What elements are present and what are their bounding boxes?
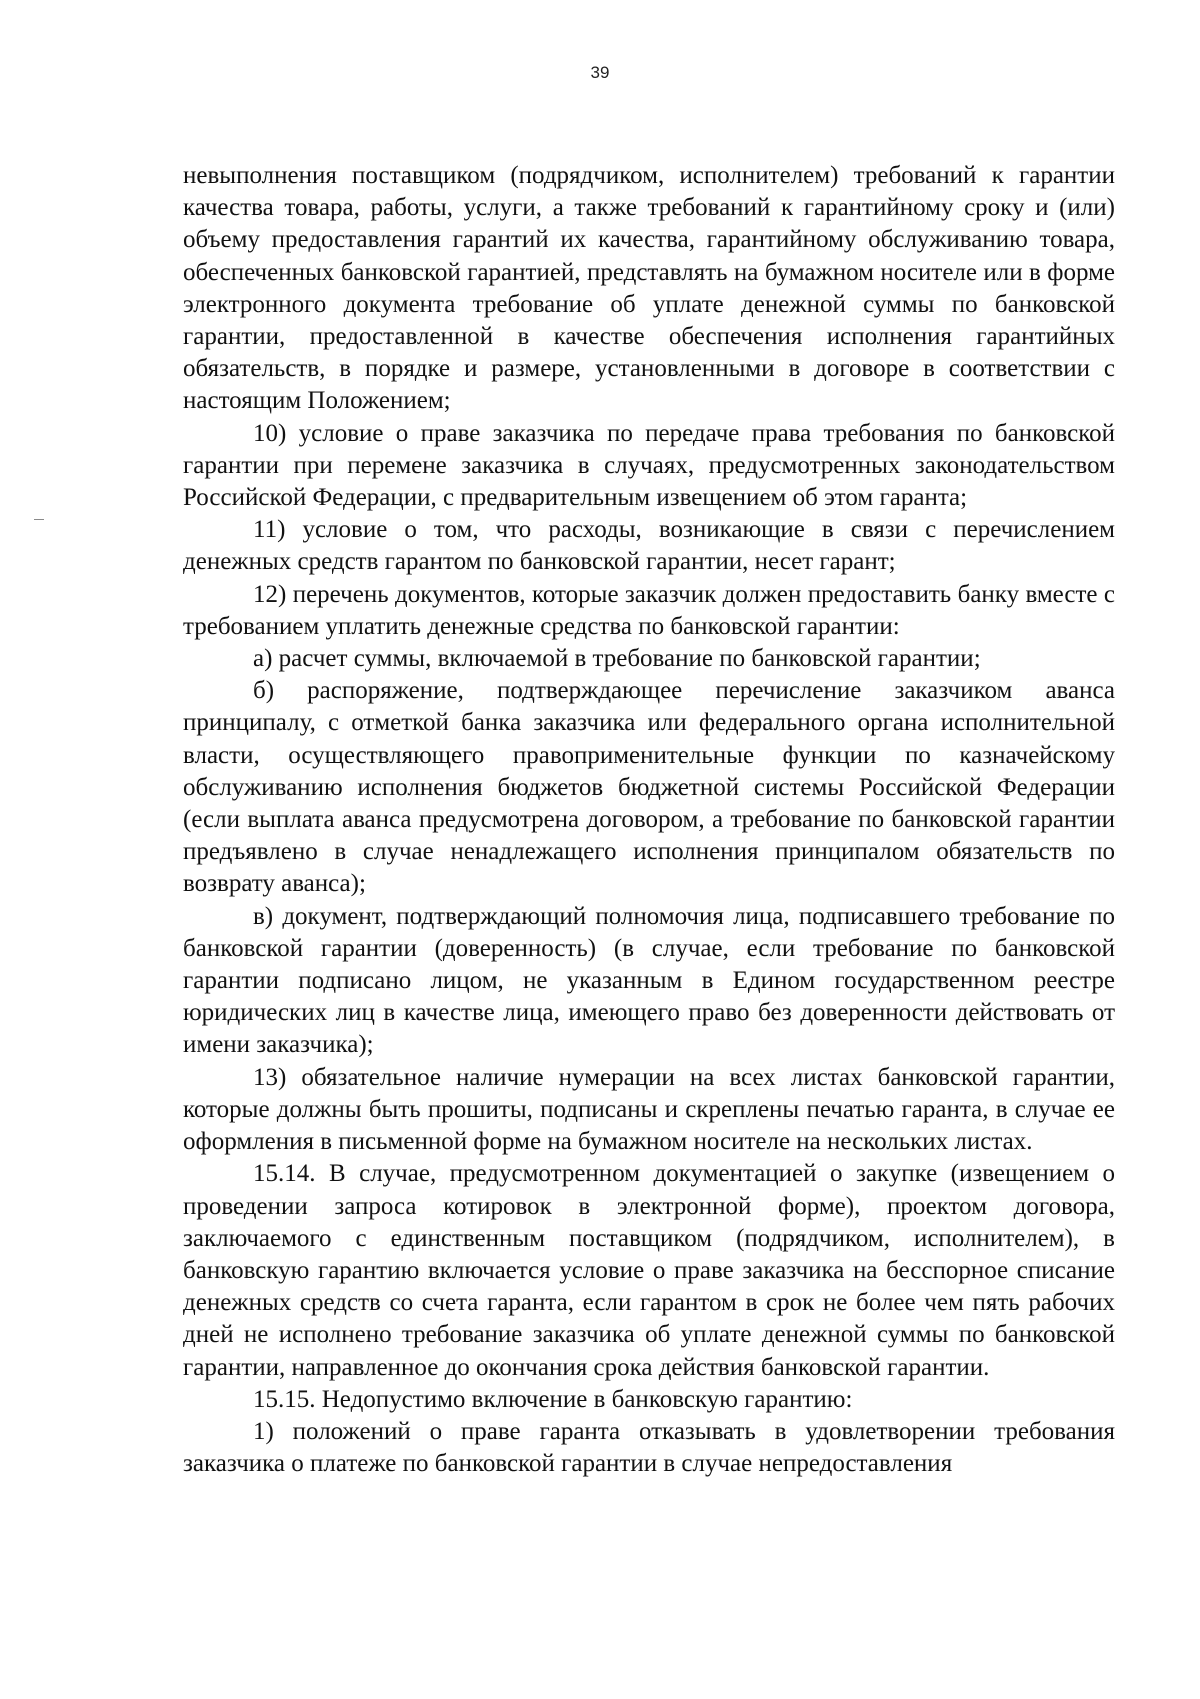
paragraph-item-12: 12) перечень документов, которые заказчик должен предоставить банку вместе с требованием уплатить денежные средства по банковской гарантии: [183,580,1115,640]
paragraph-item-1: 1) положений о праве гаранта отказывать в удовлетворении требования заказчика о платеже по банковской гарантии в случае непредоставления [183,1417,1115,1478]
paragraph-item-11: 11) условие о том, что расходы, возникающие в связи с перечислением денежных средств гарантом по банковской гарантии, несет гарант; [183,516,1115,576]
paragraph-section-15-14: 15.14. В случае, предусмотренном документацией о закупке (извещением о проведении запроса котировок в электронной форме), проектом договора, заключаемого с единственным поставщиком (подрядчиком, исполнителем), в банковскую гарантию включается условие о праве заказчика на бесспорное списание денежных средств со счета гаранта, если гарантом в срок не более чем пять рабочих дней не исполнено требование заказчика об уплате денежной суммы по банковской гарантии, направленное до окончания срока действия банковской гарантии. [183,1160,1115,1381]
paragraph-continuation: невыполнения поставщиком (подрядчиком, исполнителем) требований к гарантии качества товара, работы, услуги, а также требований к гарантийному сроку и (или) объему предоставления гарантий их качества, гарантийному обслуживанию товара, обеспеченных банковской гарантией, представлять на бумажном носителе или в форме электронного документа требование об уплате денежной суммы по банковской гарантии, предоставленной в качестве обеспечения исполнения гарантийных обязательств, в порядке и размере, установленными в договоре в соответствии с настоящим Положением; [183,162,1115,415]
page-body [183,160,1115,1480]
page-number: 39 [590,63,610,82]
paragraph-subitem-b: б) распоряжение, подтверждающее перечисление заказчиком аванса принципалу, с отметкой банка заказчика или федерального органа исполнительной власти, осуществляющего правоприменительные функции по казначейскому обслуживанию исполнения бюджетов бюджетной системы Российской Федерации (если выплата аванса предусмотрена договором, а требование по банковской гарантии предъявлено в случае ненадлежащего исполнения принципалом обязательств по возврату аванса); [183,677,1115,898]
paragraph-section-15-15: 15.15. Недопустимо включение в банковскую гарантию: [253,1385,853,1413]
scan-artifact-mark [34,519,44,520]
paragraph-subitem-v: в) документ, подтверждающий полномочия лица, подписавшего требование по банковской гарантии (доверенность) (в случае, если требование по банковской гарантии подписано лицом, не указанным в Едином государственном реестре юридических лиц в качестве лица, имеющего право без доверенности действовать от имени заказчика); [183,902,1115,1059]
paragraph-item-13: 13) обязательное наличие нумерации на всех листах банковской гарантии, которые должны быть прошиты, подписаны и скреплены печатью гаранта, в случае ее оформления в письменной форме на бумажном носителе на нескольких листах. [183,1063,1115,1156]
paragraph-item-10: 10) условие о праве заказчика по передаче права требования по банковской гарантии при перемене заказчика в случаях, предусмотренных законодательством Российской Федерации, с предварительным извещением об этом гаранта; [183,419,1115,512]
paragraph-subitem-a: а) расчет суммы, включаемой в требование по банковской гарантии; [253,645,981,673]
